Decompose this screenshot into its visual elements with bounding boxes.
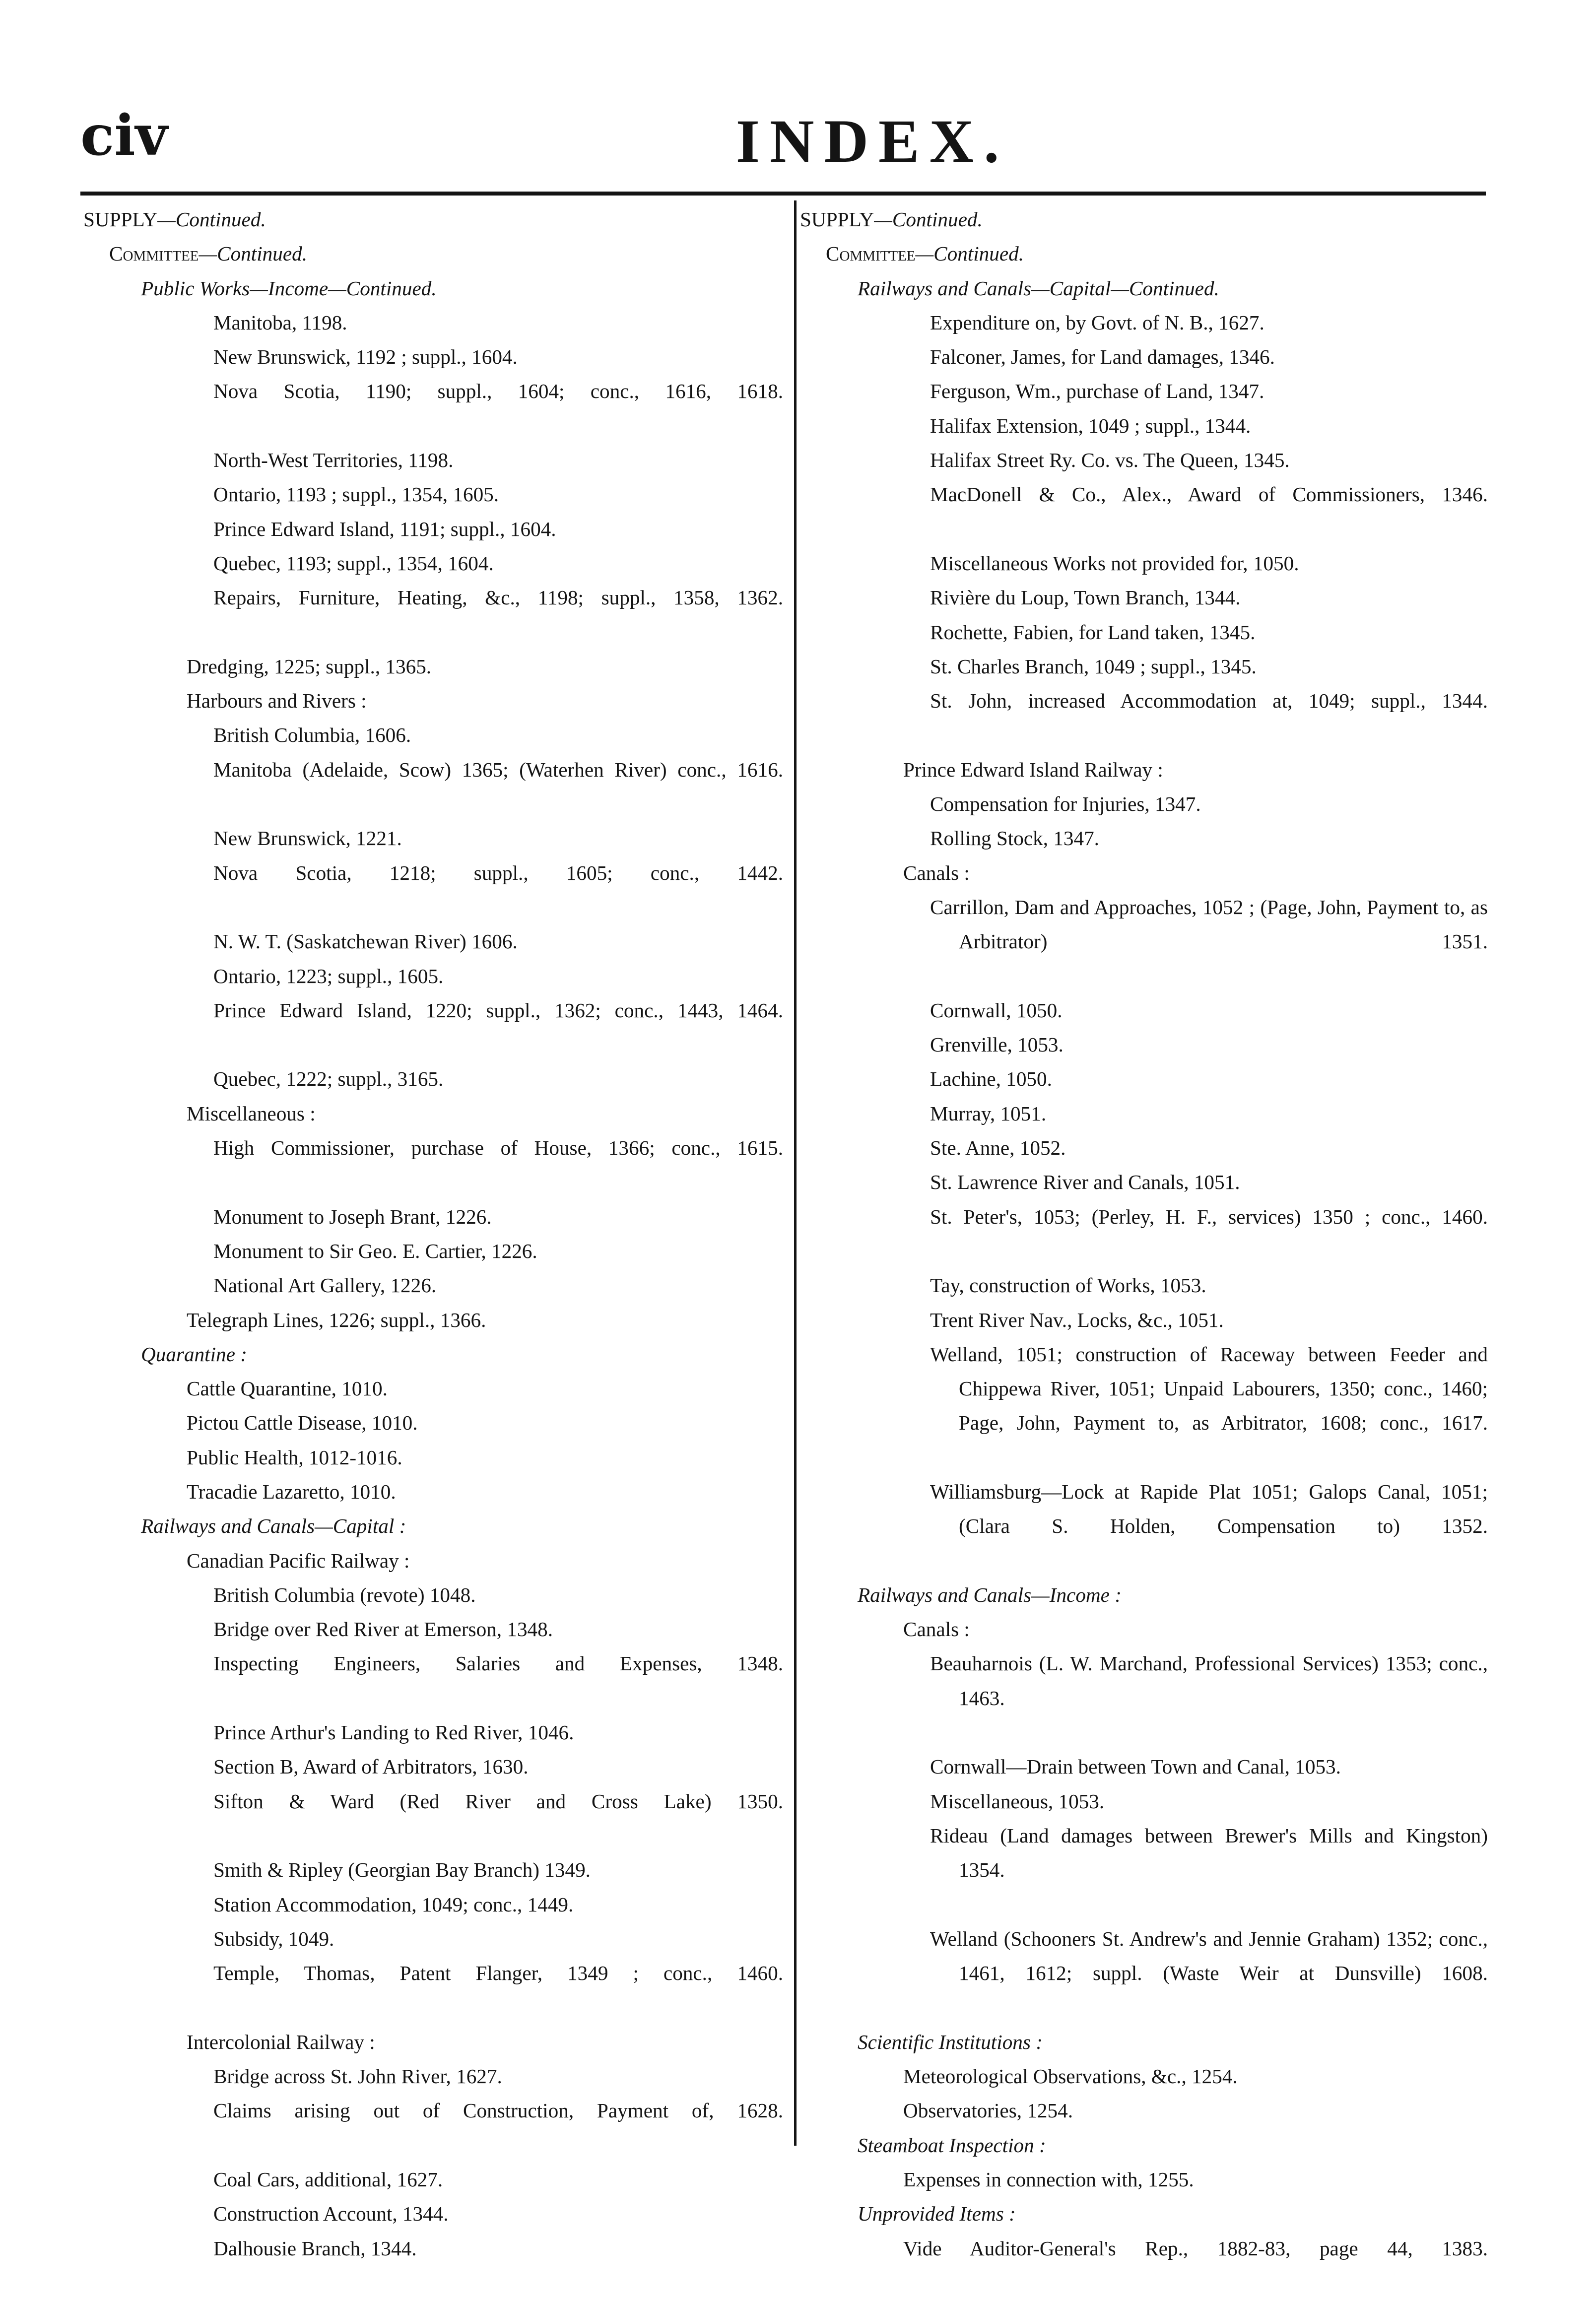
index-entry: Canals : (903, 861, 970, 884)
index-entry: Welland (Schooners St. Andrew's and Jennie Graham) 1352; conc., 1461, 1612; suppl. (Waste Weir at Dunsville) 1608. (930, 1927, 1488, 1985)
index-entry: Nova Scotia, 1190; suppl., 1604; conc., 1616, 1618. (213, 380, 783, 403)
index-entry: New Brunswick, 1221. (213, 827, 402, 850)
right-index-column (800, 202, 1488, 2300)
index-entry: Halifax Extension, 1049 ; suppl., 1344. (930, 414, 1251, 437)
index-entry: Williamsburg—Lock at Rapide Plat 1051; Galops Canal, 1051; (Clara S. Holden, Compensation to) 1352. (930, 1480, 1488, 1538)
index-entry: Sifton & Ward (Red River and Cross Lake) 1350. (213, 1789, 783, 1813)
index-entry: Claims arising out of Construction, Payment of, 1628. (213, 2099, 783, 2122)
index-entry: St. John, increased Accommodation at, 1049; suppl., 1344. (930, 689, 1488, 713)
index-entry: Steamboat Inspection : (858, 2133, 1046, 2157)
index-entry: Ferguson, Wm., purchase of Land, 1347. (930, 380, 1264, 403)
index-entry: Cornwall, 1050. (930, 998, 1063, 1022)
index-entry: Falconer, James, for Land damages, 1346. (930, 345, 1275, 369)
index-entry: Dredging, 1225; suppl., 1365. (187, 655, 432, 678)
index-entry: Dalhousie Branch, 1344. (213, 2236, 417, 2260)
index-entry: Smith & Ripley (Georgian Bay Branch) 1349. (213, 1858, 591, 1882)
left-index-column (83, 202, 783, 2266)
header-rule (80, 192, 1486, 196)
page-number: civ (80, 103, 168, 168)
index-entry: Ste. Anne, 1052. (930, 1136, 1066, 1160)
index-entry: Vide Auditor-General's Rep., 1882-83, page 44, 1383. (903, 2236, 1488, 2260)
index-entry: St. Charles Branch, 1049 ; suppl., 1345. (930, 655, 1257, 678)
index-entry: Manitoba (Adelaide, Scow) 1365; (Waterhen River) conc., 1616. (213, 758, 783, 781)
index-entry: Quarantine : (141, 1342, 247, 1366)
index-entry: Ontario, 1193 ; suppl., 1354, 1605. (213, 483, 499, 506)
column-divider (794, 200, 797, 2146)
index-entry: SUPPLY—Continued. (83, 208, 266, 231)
index-entry: Rideau (Land damages between Brewer's Mills and Kingston) 1354. (930, 1824, 1488, 1882)
index-entry: Bridge over Red River at Emerson, 1348. (213, 1618, 553, 1641)
index-entry: Public Health, 1012-1016. (187, 1446, 402, 1469)
index-entry: Beauharnois (L. W. Marchand, Professional Services) 1353; conc., 1463. (930, 1652, 1488, 1709)
page-title: INDEX. (735, 107, 1009, 175)
index-entry: Intercolonial Railway : (187, 2030, 375, 2053)
index-entry: Prince Arthur's Landing to Red River, 1046. (213, 1721, 574, 1744)
index-entry: Monument to Sir Geo. E. Cartier, 1226. (213, 1239, 537, 1262)
index-entry: Canadian Pacific Railway : (187, 1549, 410, 1572)
index-entry: Grenville, 1053. (930, 1033, 1064, 1056)
index-entry: Nova Scotia, 1218; suppl., 1605; conc., 1442. (213, 861, 783, 884)
index-entry: Scientific Institutions : (858, 2030, 1043, 2053)
index-entry: Railways and Canals—Capital : (141, 1514, 406, 1538)
index-entry: Railways and Canals—Income : (858, 1583, 1122, 1606)
index-entry: Section B, Award of Arbitrators, 1630. (213, 1755, 529, 1778)
index-entry: Committee—Continued. (109, 242, 308, 265)
index-entry: New Brunswick, 1192 ; suppl., 1604. (213, 345, 518, 369)
index-entry: Prince Edward Island Railway : (903, 758, 1163, 781)
index-entry: Temple, Thomas, Patent Flanger, 1349 ; conc., 1460. (213, 1962, 783, 1985)
index-entry: St. Lawrence River and Canals, 1051. (930, 1171, 1240, 1194)
index-entry: Expenses in connection with, 1255. (903, 2168, 1194, 2191)
index-entry: Meteorological Observations, &c., 1254. (903, 2065, 1238, 2088)
index-entry: MacDonell & Co., Alex., Award of Commissioners, 1346. (930, 483, 1488, 506)
index-entry: Canals : (903, 1618, 970, 1641)
index-entry: SUPPLY—Continued. (800, 208, 983, 231)
index-entry: Telegraph Lines, 1226; suppl., 1366. (187, 1308, 486, 1331)
index-entry: Public Works—Income—Continued. (141, 276, 437, 300)
index-entry: Monument to Joseph Brant, 1226. (213, 1205, 492, 1228)
index-entry: Inspecting Engineers, Salaries and Expenses, 1348. (213, 1652, 783, 1675)
index-entry: St. Peter's, 1053; (Perley, H. F., services) 1350 ; conc., 1460. (930, 1205, 1488, 1228)
index-entry: Construction Account, 1344. (213, 2202, 449, 2226)
index-entry: Repairs, Furniture, Heating, &c., 1198; suppl., 1358, 1362. (213, 586, 783, 609)
index-entry: Bridge across St. John River, 1627. (213, 2065, 502, 2088)
index-entry: National Art Gallery, 1226. (213, 1274, 437, 1297)
index-entry: Subsidy, 1049. (213, 1927, 334, 1950)
index-entry: Manitoba, 1198. (213, 311, 347, 334)
index-entry: Compensation for Injuries, 1347. (930, 792, 1201, 816)
index-entry: Cattle Quarantine, 1010. (187, 1377, 388, 1400)
index-entry: Prince Edward Island, 1220; suppl., 1362; conc., 1443, 1464. (213, 998, 783, 1022)
index-entry: Quebec, 1222; suppl., 3165. (213, 1067, 444, 1091)
index-entry: Committee—Continued. (826, 242, 1024, 265)
index-entry: Railways and Canals—Capital—Continued. (858, 276, 1219, 300)
index-entry: Ontario, 1223; suppl., 1605. (213, 964, 444, 987)
index-entry: Unprovided Items : (858, 2202, 1016, 2226)
index-entry: Miscellaneous, 1053. (930, 1789, 1105, 1813)
index-entry: North-West Territories, 1198. (213, 449, 454, 472)
index-entry: Carrillon, Dam and Approaches, 1052 ; (Page, John, Payment to, as Arbitrator) 1351. (930, 895, 1488, 953)
index-entry: Trent River Nav., Locks, &c., 1051. (930, 1308, 1224, 1331)
index-entry: Harbours and Rivers : (187, 689, 367, 713)
index-entry: Rivière du Loup, Town Branch, 1344. (930, 586, 1241, 609)
index-entry: Miscellaneous Works not provided for, 1050. (930, 551, 1299, 575)
index-entry: Murray, 1051. (930, 1102, 1047, 1125)
index-entry: Welland, 1051; construction of Raceway between Feeder and Chippewa River, 1051; Unpaid Labourers, 1350; conc., 1460; Page, John, Payment to, as Arbitrator, 1608; conc., 1617. (930, 1342, 1488, 1435)
index-entry: High Commissioner, purchase of House, 1366; conc., 1615. (213, 1136, 783, 1160)
index-entry: British Columbia (revote) 1048. (213, 1583, 476, 1606)
index-entry: Quebec, 1193; suppl., 1354, 1604. (213, 551, 494, 575)
index-entry: British Columbia, 1606. (213, 723, 411, 747)
index-entry: N. W. T. (Saskatchewan River) 1606. (213, 930, 518, 953)
index-entry: Pictou Cattle Disease, 1010. (187, 1411, 418, 1435)
index-entry: Rochette, Fabien, for Land taken, 1345. (930, 620, 1256, 644)
index-entry: Observatories, 1254. (903, 2099, 1073, 2122)
index-entry: Rolling Stock, 1347. (930, 827, 1099, 850)
index-entry: Lachine, 1050. (930, 1067, 1052, 1091)
index-entry: Station Accommodation, 1049; conc., 1449. (213, 1893, 574, 1916)
index-entry: Coal Cars, additional, 1627. (213, 2168, 443, 2191)
index-entry: Cornwall—Drain between Town and Canal, 1053. (930, 1755, 1341, 1778)
index-entry: Tay, construction of Works, 1053. (930, 1274, 1206, 1297)
index-entry: Tracadie Lazaretto, 1010. (187, 1480, 396, 1503)
index-entry: Halifax Street Ry. Co. vs. The Queen, 1345. (930, 449, 1290, 472)
index-entry: Miscellaneous : (187, 1102, 316, 1125)
index-entry: Expenditure on, by Govt. of N. B., 1627. (930, 311, 1264, 334)
index-entry: Prince Edward Island, 1191; suppl., 1604. (213, 517, 556, 540)
